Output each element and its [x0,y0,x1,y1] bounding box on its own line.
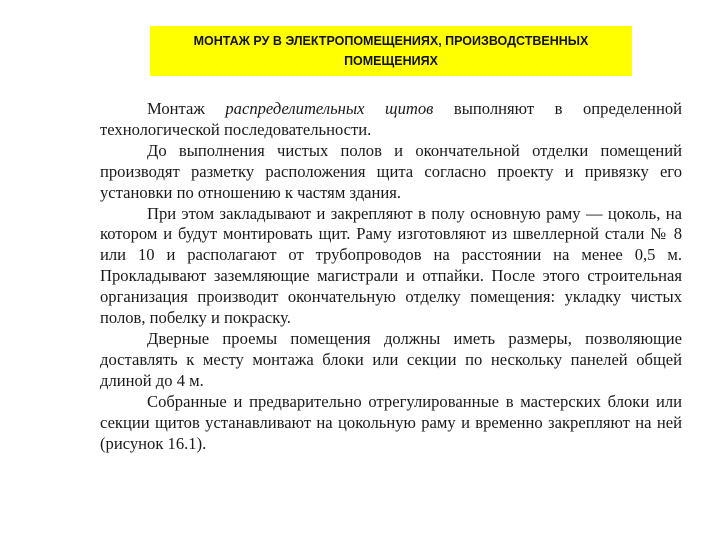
slide-title-line-1: МОНТАЖ РУ В ЭЛЕКТРОПОМЕЩЕНИЯХ, ПРОИЗВОДСТВЕННЫХ [193,34,589,48]
paragraph-2: До выполнения чистых полов и окончательной отделки помещений производят разметку расположения щита согласно проекту и привязку его установки по отношению к частям здания. [100,140,682,202]
paragraph-1-end: выполняют в определенной технологической последовательности. [100,99,682,139]
paragraph-5: Собранные и предварительно отрегулированные в мастерских блоки или секции щитов устанавливают на цокольную раму и временно закрепляют на ней (рисунок 16.1). [100,391,682,453]
paragraph-3: При этом закладывают и закрепляют в полу основную раму — цоколь, на котором и будут монтировать щит. Раму изготовляют из швеллерной стали № 8 или 10 и располагают от трубопроводов на расстоянии на менее 0,5 м. Прокладывают заземляющие магистрали и отпайки. После этого строительная организация производит окончательную отделку помещения: укладку чистых полов, побелку и покраску. [100,203,682,328]
body-text [100,99,682,454]
paragraph-1-start: Монтаж [147,99,226,118]
paragraph-1-italic-term: распределительных щитов [225,99,434,118]
slide-title-line-2: ПОМЕЩЕНИЯХ [344,54,438,68]
paragraph-4: Дверные проемы помещения должны иметь размеры, позволяющие доставлять к месту монтажа блоки или секции по нескольку панелей общей длиной до 4 м. [100,328,682,390]
slide-title [150,26,632,76]
paragraph-1 [100,99,682,141]
